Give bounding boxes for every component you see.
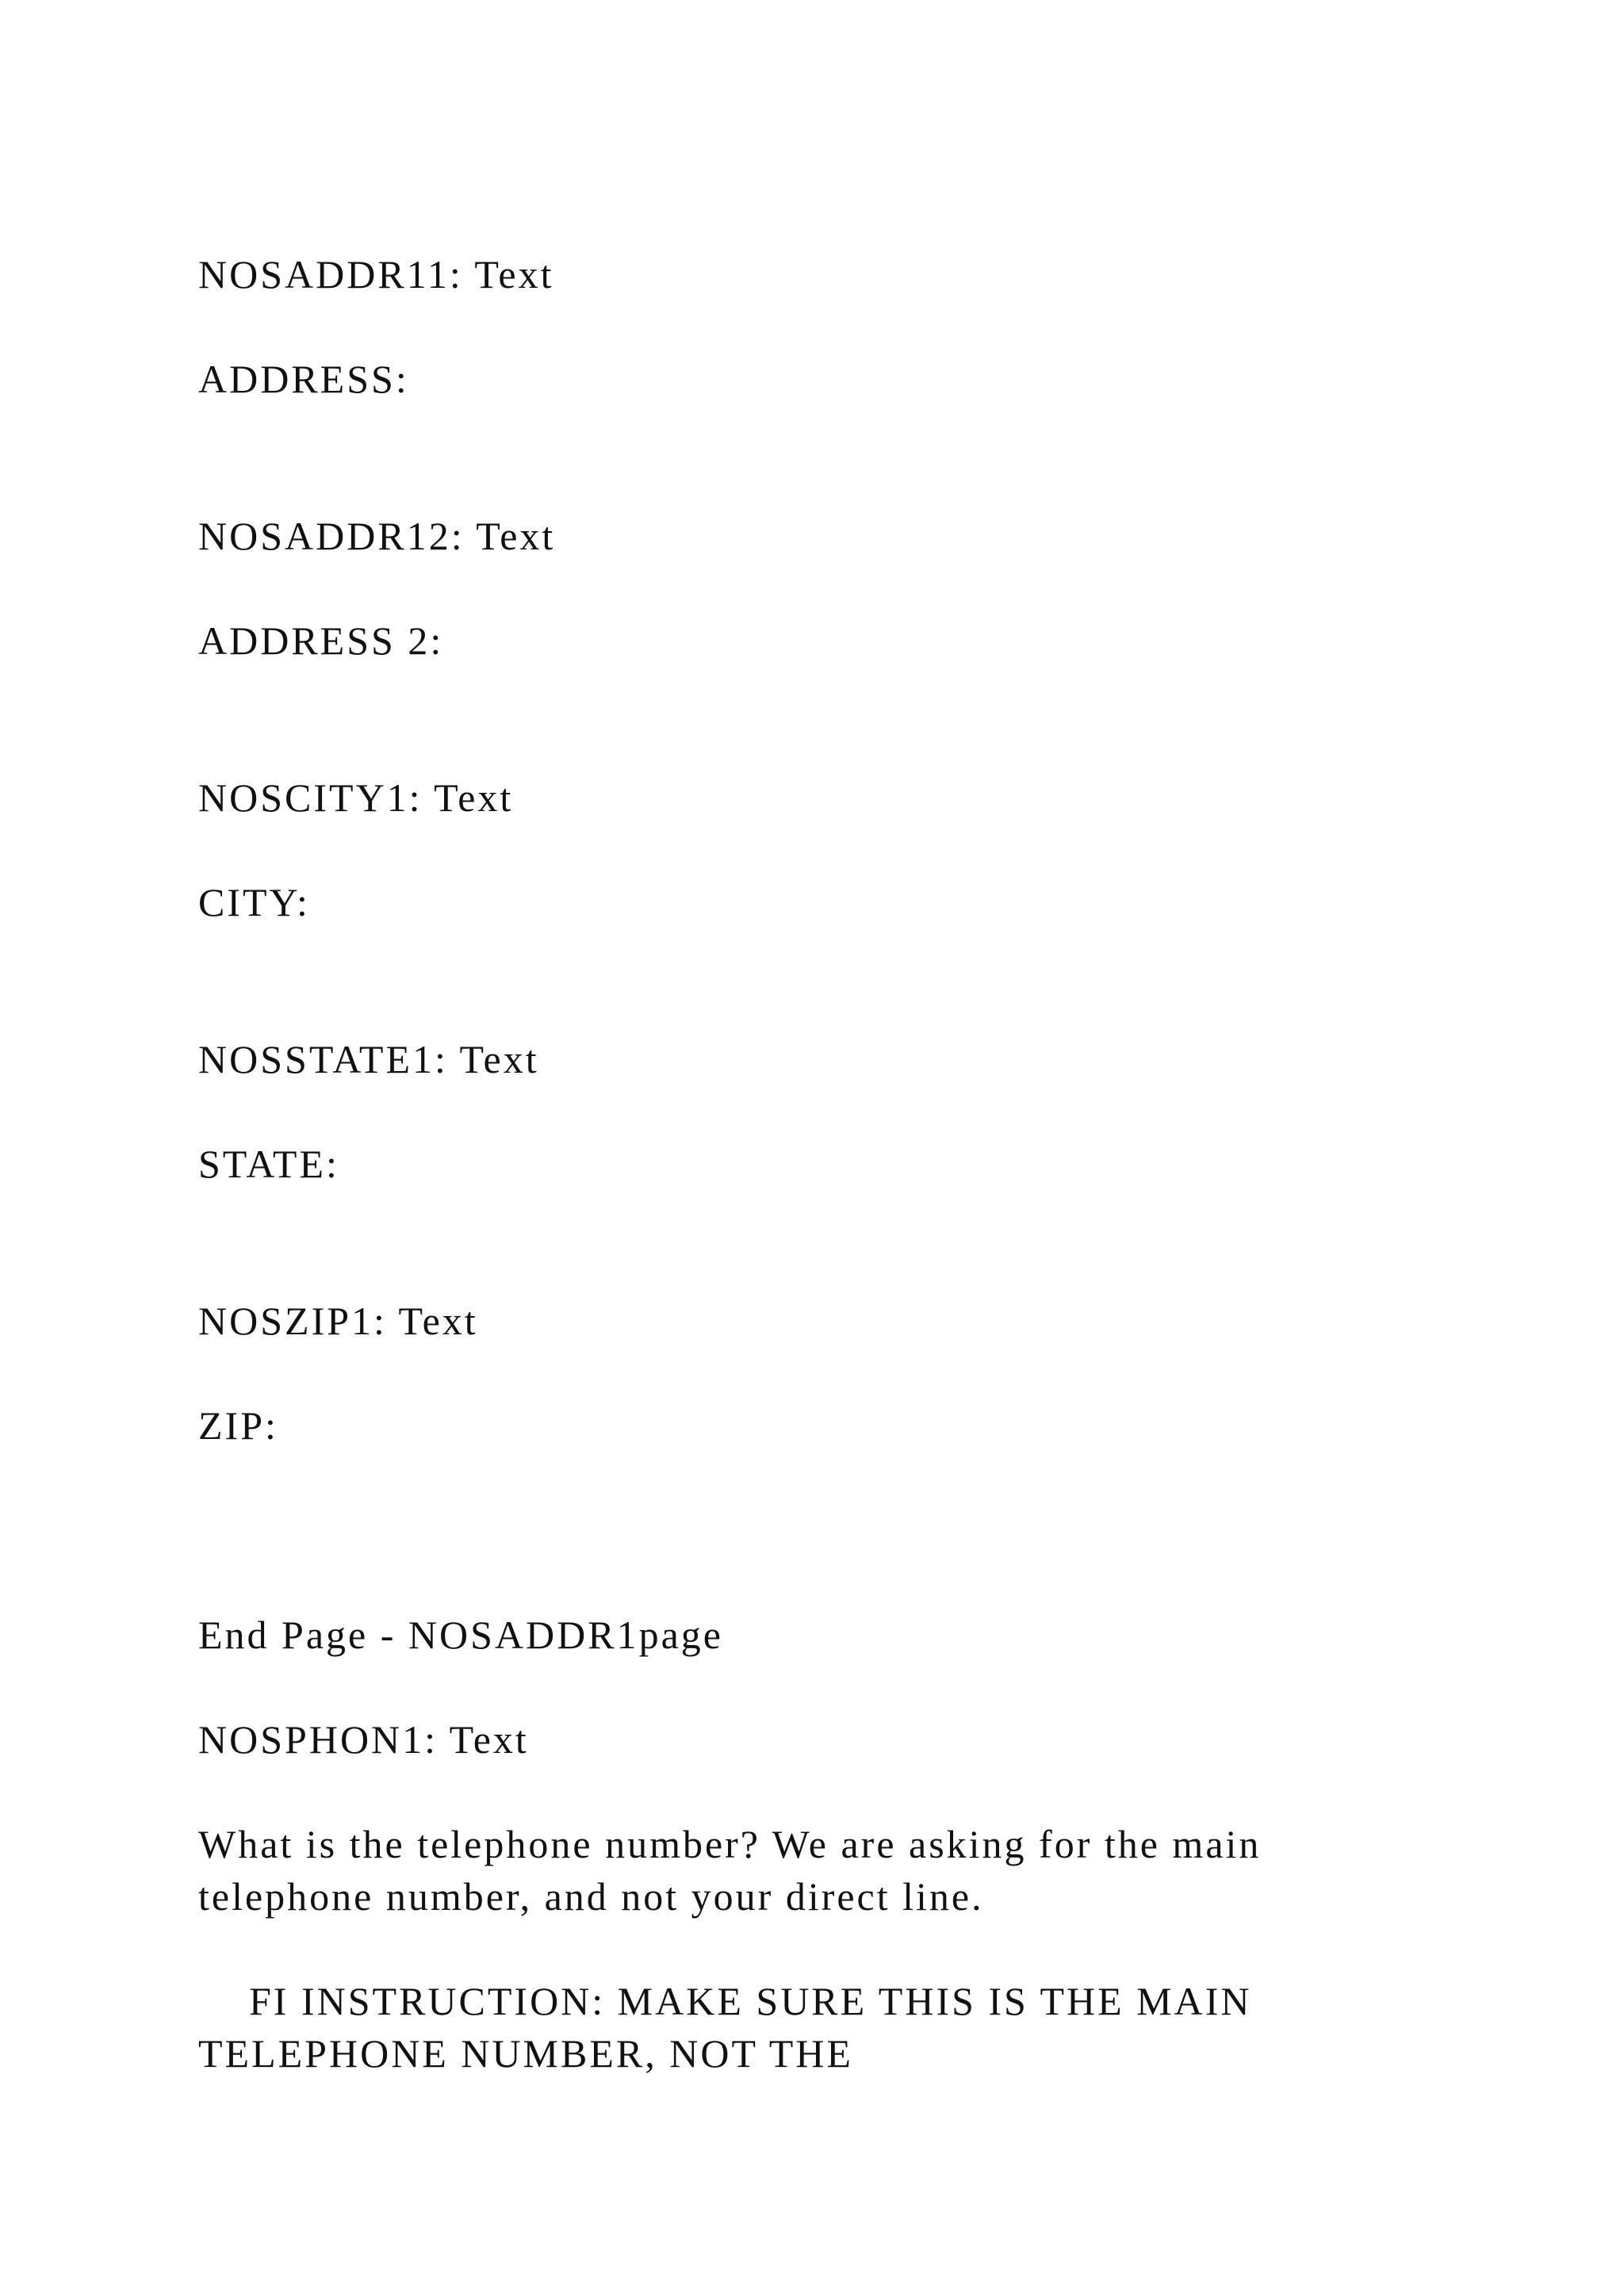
- field-code-nosaddr12: NOSADDR12: Text: [198, 514, 556, 558]
- field-code-nosstate1: NOSSTATE1: Text: [198, 1037, 539, 1081]
- field-code-nosphon1: NOSPHON1: Text: [198, 1717, 529, 1762]
- field-code-noscity1: NOSCITY1: Text: [198, 775, 514, 820]
- field-label-address: ADDRESS:: [198, 357, 409, 401]
- field-code-noszip1: NOSZIP1: Text: [198, 1299, 478, 1343]
- field-label-zip: ZIP:: [198, 1403, 278, 1448]
- end-page-marker: End Page - NOSADDR1page: [198, 1613, 723, 1657]
- phone-question: What is the telephone number? We are asking for the main telephone number, and not your direct line.: [198, 1822, 1262, 1919]
- fi-instruction: FI INSTRUCTION: MAKE SURE THIS IS THE MAIN TELEPHONE NUMBER, NOT THE: [198, 1979, 1252, 2076]
- field-label-address-2: ADDRESS 2:: [198, 618, 444, 663]
- field-label-state: STATE:: [198, 1142, 339, 1186]
- field-label-city: CITY:: [198, 880, 310, 924]
- field-code-nosaddr11: NOSADDR11: Text: [198, 252, 554, 297]
